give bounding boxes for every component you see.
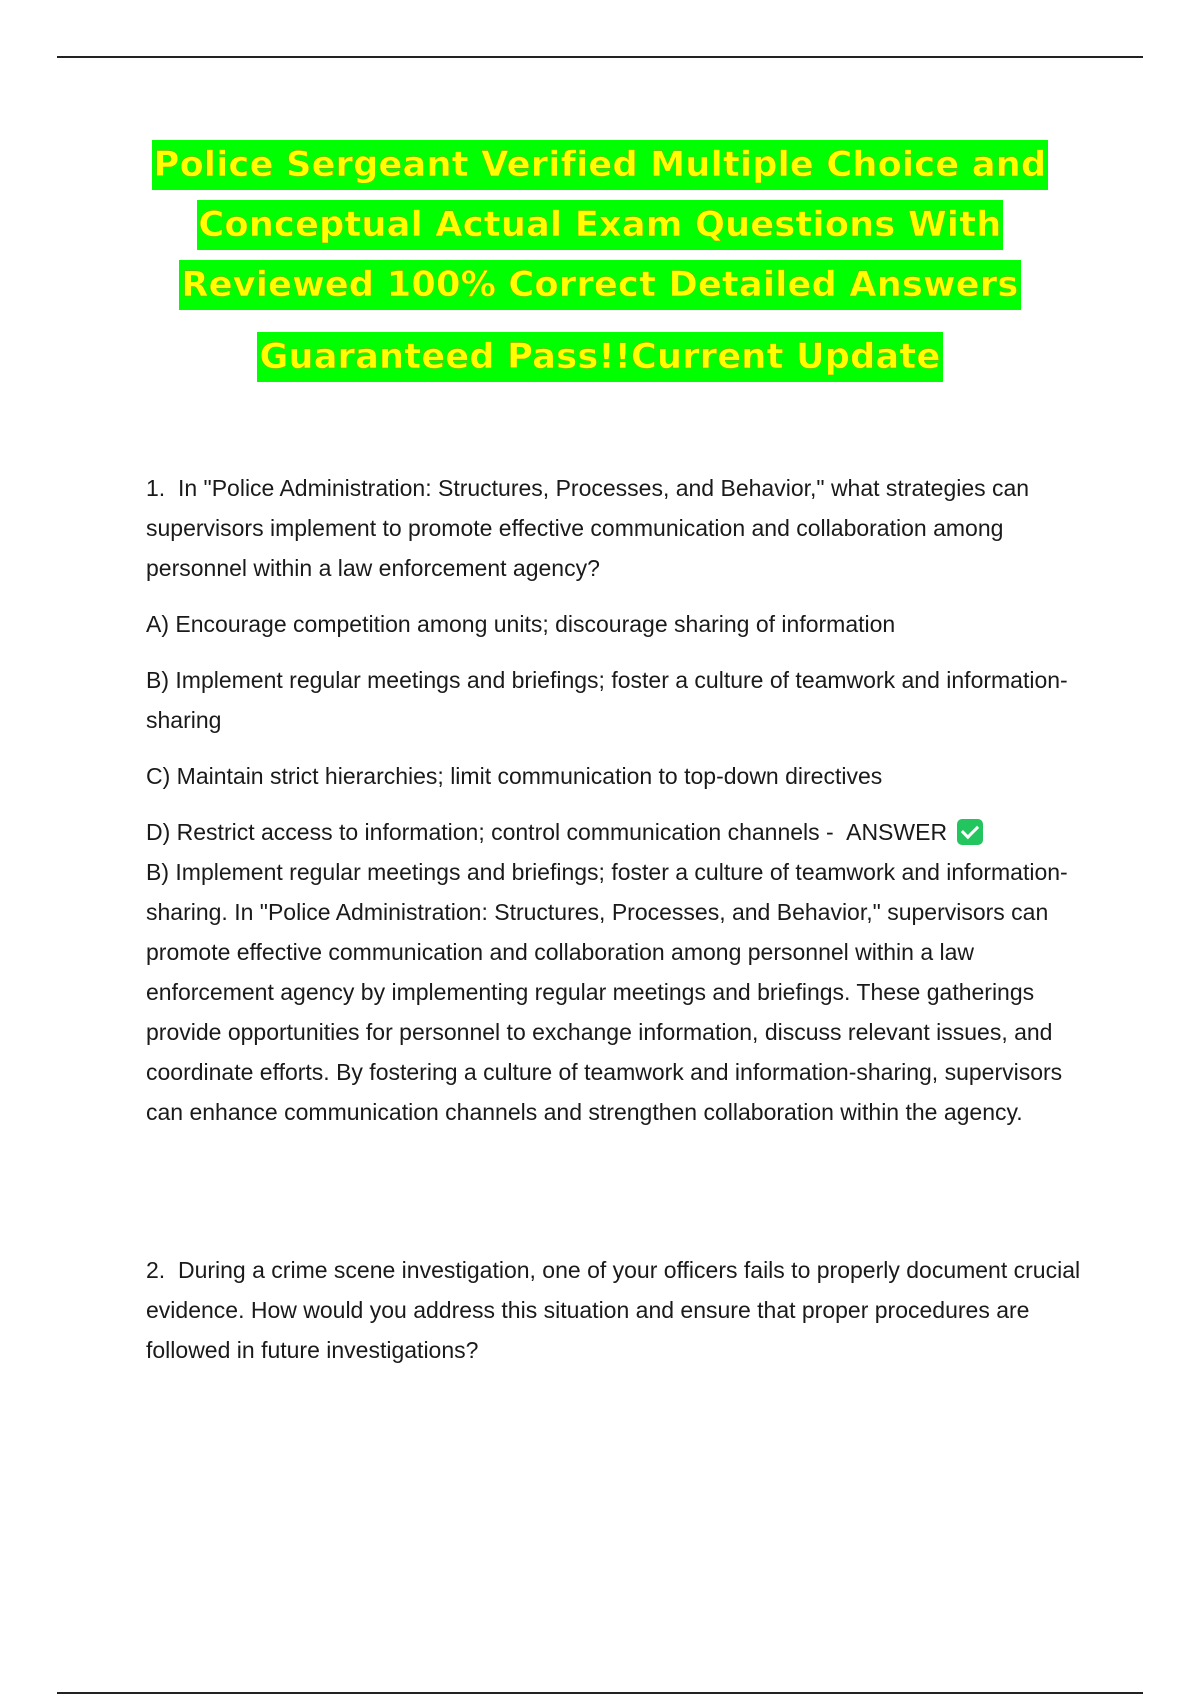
title-line-3: Reviewed 100% Correct Detailed Answers <box>179 260 1020 310</box>
question-2-prompt <box>146 1250 1096 1370</box>
option-d-with-answer <box>146 812 1096 1132</box>
bottom-divider <box>57 1692 1143 1694</box>
title-line-4: Guaranteed Pass!!Current Update <box>257 332 942 382</box>
question-1-prompt <box>146 468 1096 588</box>
answer-explanation: B) Implement regular meetings and briefings; foster a culture of teamwork and information-sharing. In "Police Administration: Structures, Processes, and Behavior," supervisors can promote effective communication and collaboration among personnel within a law enforcement agency by implementing regular meetings and briefings. These gatherings provide opportunities for personnel to exchange information, discuss relevant issues, and coordinate efforts. By fostering a culture of teamwork and information-sharing, supervisors can enhance communication channels and strengthen collaboration within the agency. <box>146 859 1068 1125</box>
title-line-1: Police Sergeant Verified Multiple Choice and <box>152 140 1049 190</box>
option-a: A) Encourage competition among units; discourage sharing of information <box>146 611 896 637</box>
question-number: 1. <box>146 475 166 501</box>
answer-label: ANSWER <box>846 819 948 845</box>
option-b: B) Implement regular meetings and briefings; foster a culture of teamwork and information-sharing <box>146 667 1068 733</box>
option-c: C) Maintain strict hierarchies; limit communication to top-down directives <box>146 763 883 789</box>
question-text: During a crime scene investigation, one of your officers fails to properly document crucial evidence. How would you address this situation and ensure that proper procedures are followed in future investigations? <box>146 1257 1081 1363</box>
title-line-2: Conceptual Actual Exam Questions With <box>197 200 1004 250</box>
check-icon <box>957 819 983 845</box>
question-2 <box>146 1250 1096 1386</box>
question-text: In "Police Administration: Structures, Processes, and Behavior," what strategies can supervisors implement to promote effective communication and collaboration among personnel within a law enforcement agency? <box>146 475 1030 581</box>
option-d: D) Restrict access to information; control communication channels - <box>146 819 834 845</box>
top-divider <box>57 56 1143 58</box>
question-number: 2. <box>146 1257 166 1283</box>
question-1 <box>146 468 1096 1132</box>
document-title <box>0 140 1200 392</box>
